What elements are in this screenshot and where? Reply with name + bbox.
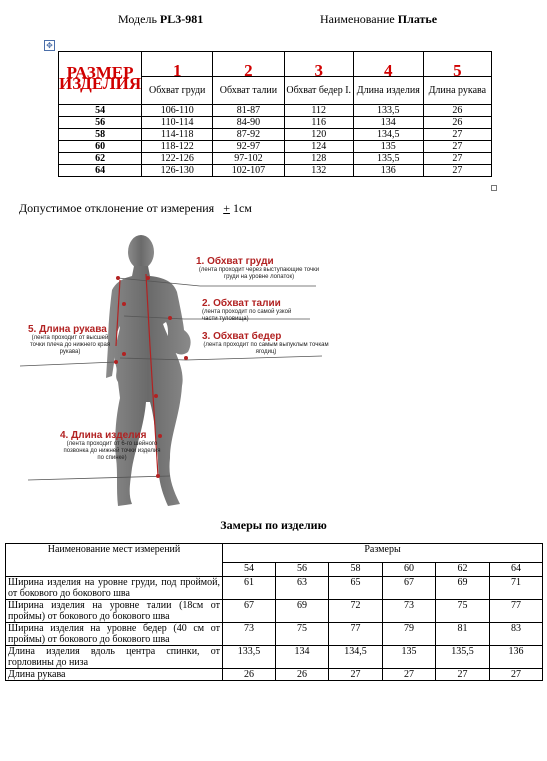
razmer-header: РАЗМЕР ИЗДЕЛИЯ (59, 52, 142, 105)
measurement-row (6, 600, 543, 623)
measurement-value: 135,5 (436, 646, 490, 669)
annotation-desc: (лента проходит через выступающие точки груди на уровне лопаток) (198, 267, 320, 280)
size-table-row (59, 153, 492, 165)
size-header-cell: 56 (276, 563, 329, 577)
size-header-cell: 60 (383, 563, 436, 577)
value-cell: 106-110 (142, 105, 213, 117)
measurement-value: 134,5 (329, 646, 383, 669)
size-table-row (59, 117, 492, 129)
product-name-heading (320, 12, 437, 27)
size-table-number-row (59, 52, 492, 77)
col-number: 1 (142, 52, 213, 77)
value-cell: 132 (284, 165, 353, 177)
col-number: 2 (213, 52, 284, 77)
model-heading (118, 12, 203, 27)
measurement-value: 67 (223, 600, 276, 623)
name-label: Наименование (320, 12, 395, 26)
name-value: Платье (397, 12, 438, 26)
value-cell: 114-118 (142, 129, 213, 141)
col-number: 5 (423, 52, 491, 77)
measurement-value: 136 (490, 646, 543, 669)
col-label: Длина изделия (353, 77, 423, 105)
model-value: PL3-981 (159, 12, 204, 26)
measurement-value: 71 (490, 577, 543, 600)
value-cell: 26 (423, 105, 491, 117)
measurement-value: 73 (223, 623, 276, 646)
measurement-figure (20, 226, 350, 516)
measurement-value: 133,5 (223, 646, 276, 669)
measurement-value: 61 (223, 577, 276, 600)
annotation-desc: (лента проходит от высшей точки плеча до нижнего края рукава) (29, 335, 111, 355)
measurement-row (6, 669, 543, 681)
size-cell: 58 (59, 129, 142, 141)
col-number: 4 (353, 52, 423, 77)
size-table-row (59, 105, 492, 117)
measurements-header-row (6, 544, 543, 563)
value-cell: 126-130 (142, 165, 213, 177)
value-cell: 26 (423, 117, 491, 129)
measurement-row (6, 646, 543, 669)
size-header-cell: 64 (490, 563, 543, 577)
value-cell: 112 (284, 105, 353, 117)
annotation-hips (202, 331, 330, 356)
annotation-title: 4. Длина изделия (60, 430, 147, 441)
value-cell: 134,5 (353, 129, 423, 141)
measurement-value: 69 (276, 600, 329, 623)
tolerance-text: Допустимое отклонение от измерения (19, 201, 215, 215)
annotation-desc: (лента проходит по самым выпуклым точкам ягодиц) (203, 342, 329, 355)
tolerance-value: 1см (232, 201, 252, 215)
annotation-title: 1. Обхват груди (196, 256, 274, 267)
value-cell: 135 (353, 141, 423, 153)
annotation-title: 3. Обхват бедер (202, 331, 282, 342)
measurement-name: Ширина изделия на уровне бедер (40 см от проймы) от бокового до бокового шва (6, 623, 223, 646)
measurement-name: Ширина изделия на уровне груди, под проймой, от бокового до бокового шва (6, 577, 223, 600)
measurement-name: Ширина изделия на уровне талии (18см от проймы) от бокового до бокового шва (6, 600, 223, 623)
measurement-value: 27 (329, 669, 383, 681)
value-cell: 120 (284, 129, 353, 141)
col-number: 3 (284, 52, 353, 77)
value-cell: 92-97 (213, 141, 284, 153)
measurements-table (5, 543, 543, 681)
size-table-row (59, 129, 492, 141)
measurement-value: 77 (329, 623, 383, 646)
measurements-title: Замеры по изделию (220, 518, 327, 532)
measurement-value: 72 (329, 600, 383, 623)
annotation-desc: (лента проходит от 6-го шейного позвонка до нижней точки изделия по спинке) (63, 441, 161, 461)
value-cell: 134 (353, 117, 423, 129)
measurement-value: 83 (490, 623, 543, 646)
measurement-value: 67 (383, 577, 436, 600)
measurement-value: 73 (383, 600, 436, 623)
size-header-cell: 58 (329, 563, 383, 577)
size-table-row (59, 141, 492, 153)
value-cell: 135,5 (353, 153, 423, 165)
value-cell: 128 (284, 153, 353, 165)
value-cell: 122-126 (142, 153, 213, 165)
measurement-value: 79 (383, 623, 436, 646)
measurement-value: 63 (276, 577, 329, 600)
measurement-value: 135 (383, 646, 436, 669)
measurement-value: 81 (436, 623, 490, 646)
size-cell: 56 (59, 117, 142, 129)
value-cell: 118-122 (142, 141, 213, 153)
value-cell: 102-107 (213, 165, 284, 177)
size-cell: 60 (59, 141, 142, 153)
value-cell: 87-92 (213, 129, 284, 141)
measurement-name: Длина изделия вдоль центра спинки, от горловины до низа (6, 646, 223, 669)
value-cell: 27 (423, 165, 491, 177)
table-resize-handle[interactable] (491, 185, 497, 191)
value-cell: 116 (284, 117, 353, 129)
plus-minus-sign: + (223, 201, 230, 215)
measurement-value: 27 (490, 669, 543, 681)
tolerance-note (19, 201, 252, 216)
size-table (58, 51, 492, 177)
model-label: Модель (118, 12, 157, 26)
size-header-cell: 62 (436, 563, 490, 577)
col-label: Обхват талии (213, 77, 284, 105)
annotation-waist (202, 298, 302, 323)
annotation-title: 5. Длина рукава (28, 324, 107, 335)
value-cell: 133,5 (353, 105, 423, 117)
measurement-name: Длина рукава (6, 669, 223, 681)
annotation-sleeve-length (28, 324, 112, 356)
name-header: Наименование мест измерений (6, 544, 223, 577)
measurement-value: 27 (383, 669, 436, 681)
measurement-value: 75 (276, 623, 329, 646)
measurement-value: 69 (436, 577, 490, 600)
annotation-title: 2. Обхват талии (202, 298, 281, 309)
size-cell: 62 (59, 153, 142, 165)
value-cell: 27 (423, 129, 491, 141)
measurement-value: 27 (436, 669, 490, 681)
measurement-value: 75 (436, 600, 490, 623)
size-table-row (59, 165, 492, 177)
value-cell: 27 (423, 141, 491, 153)
sizes-header: Размеры (223, 544, 543, 563)
value-cell: 27 (423, 153, 491, 165)
measurement-value: 26 (223, 669, 276, 681)
value-cell: 124 (284, 141, 353, 153)
measurement-value: 26 (276, 669, 329, 681)
value-cell: 110-114 (142, 117, 213, 129)
size-header-cell: 54 (223, 563, 276, 577)
value-cell: 81-87 (213, 105, 284, 117)
table-move-handle-icon[interactable]: ✥ (44, 40, 55, 51)
annotation-bust (196, 256, 322, 281)
col-label: Длина рукава (423, 77, 491, 105)
col-label: Обхват груди (142, 77, 213, 105)
size-cell: 54 (59, 105, 142, 117)
annotation-garment-length (60, 430, 164, 462)
measurement-row (6, 577, 543, 600)
measurement-row (6, 623, 543, 646)
measurement-value: 134 (276, 646, 329, 669)
value-cell: 136 (353, 165, 423, 177)
size-cell: 64 (59, 165, 142, 177)
col-label: Обхват бедер I. (284, 77, 353, 105)
measurement-value: 77 (490, 600, 543, 623)
annotation-desc: (лента проходит по самой узкой части туловища) (202, 309, 292, 322)
value-cell: 84-90 (213, 117, 284, 129)
measurement-value: 65 (329, 577, 383, 600)
value-cell: 97-102 (213, 153, 284, 165)
